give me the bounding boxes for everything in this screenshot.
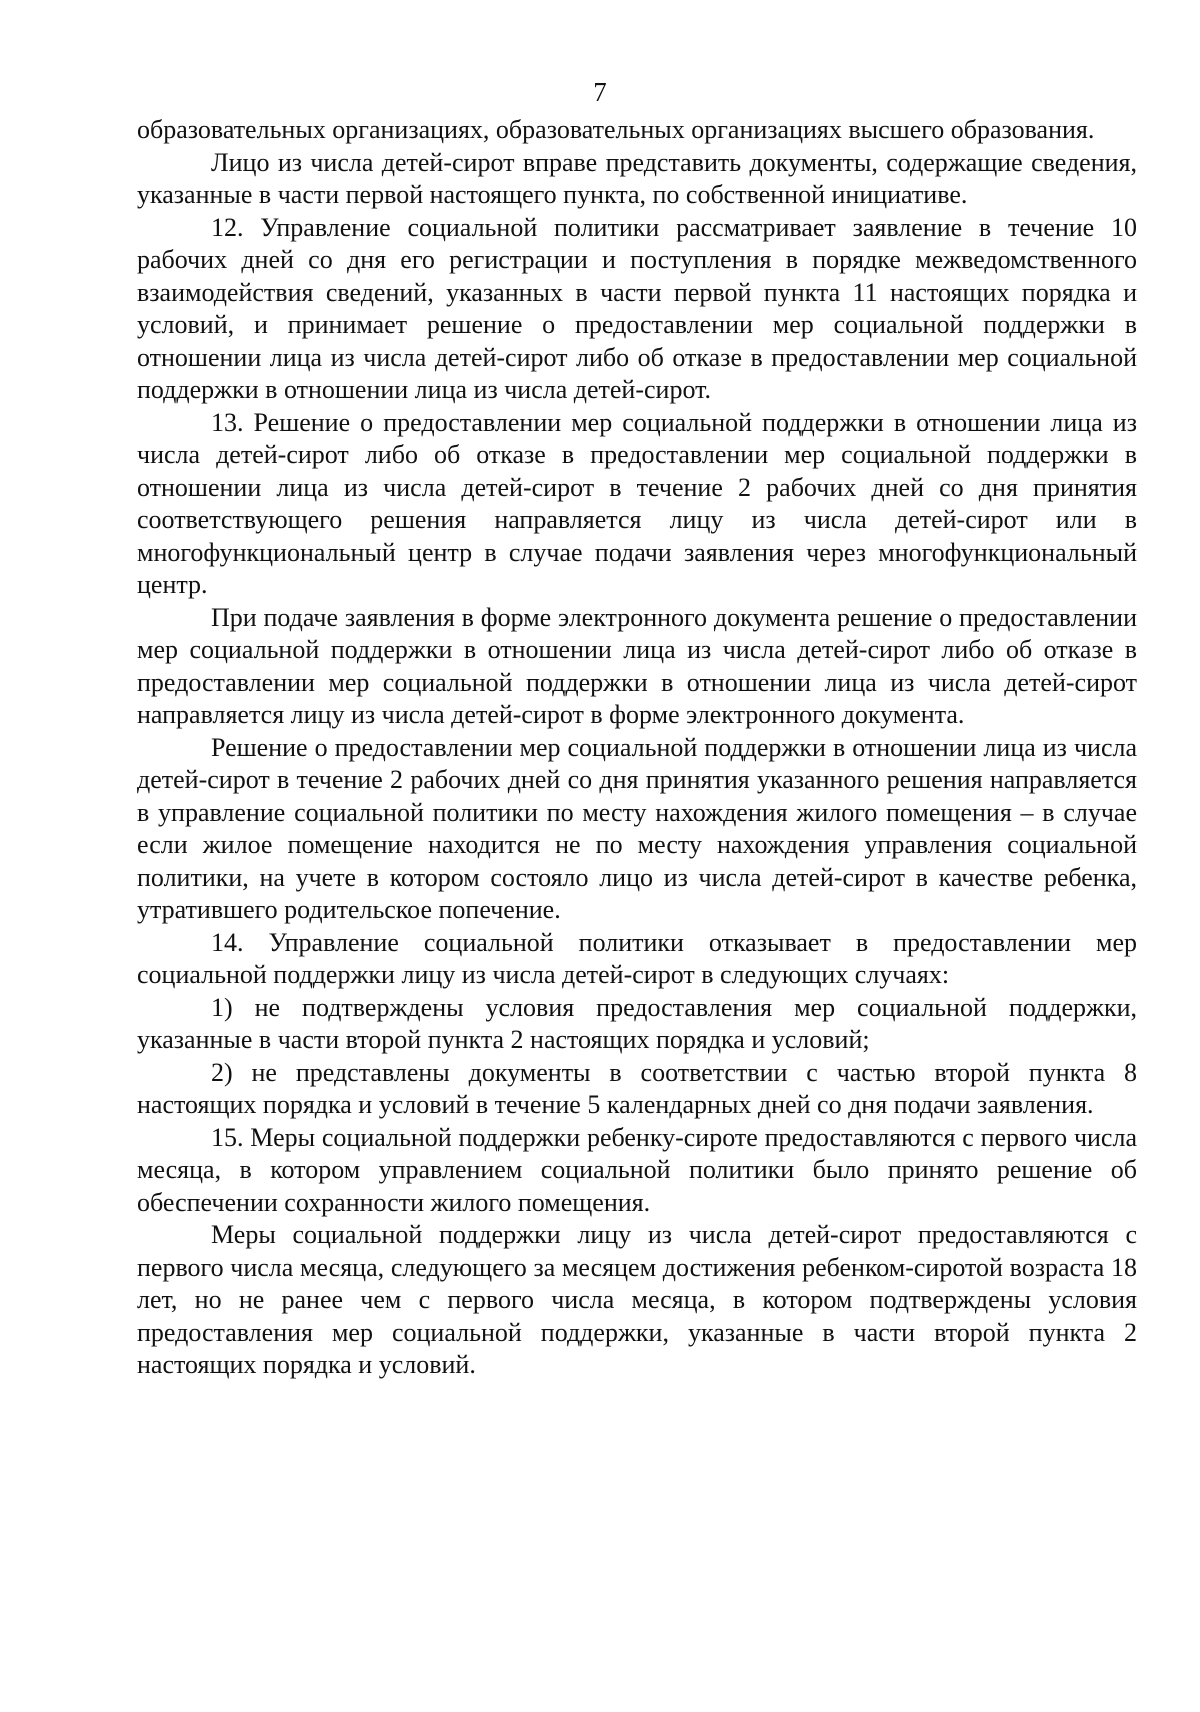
paragraph-refusal-reason-2: 2) не представлены документы в соответствии с частью второй пункта 8 настоящих порядка и условий в течение 5 календарных дней со дня подачи заявления.: [137, 1057, 1137, 1119]
page-number: 7: [593, 77, 607, 107]
paragraph-own-initiative: Лицо из числа детей-сирот вправе представить документы, содержащие сведения, указанные в части первой настоящего пункта, по собственной инициативе.: [137, 147, 1137, 209]
paragraph-item-13: 13. Решение о предоставлении мер социальной поддержки в отношении лица из числа детей-сирот либо об отказе в предоставлении мер социальной поддержки в отношении лица из числа детей-сирот в течение 2 рабочих дней со дня принятия соответствующего решения направляется лицу из числа детей-сирот или в многофункциональный центр в случае подачи заявления через многофункциональный центр.: [137, 407, 1137, 599]
document-body: [137, 114, 1137, 1382]
paragraph-refusal-reason-1: 1) не подтверждены условия предоставления мер социальной поддержки, указанные в части второй пункта 2 настоящих порядка и условий;: [137, 992, 1137, 1054]
paragraph-item-12: 12. Управление социальной политики рассматривает заявление в течение 10 рабочих дней со дня его регистрации и поступления в порядке межведомственного взаимодействия сведений, указанных в части первой пункта 11 настоящих порядка и условий, и принимает решение о предоставлении мер социальной поддержки в отношении лица из числа детей-сирот либо об отказе в предоставлении мер социальной поддержки в отношении лица из числа детей-сирот.: [137, 212, 1137, 404]
paragraph-age-18-support: Меры социальной поддержки лицу из числа детей-сирот предоставляются с первого числа месяца, следующего за месяцем достижения ребенком-сиротой возраста 18 лет, но не ранее чем с первого числа месяца, в котором подтверждены условия предоставления мер социальной поддержки, указанные в части второй пункта 2 настоящих порядка и условий.: [137, 1220, 1137, 1379]
paragraph-continuation: образовательных организациях, образовательных организациях высшего образования.: [137, 115, 1095, 144]
paragraph-item-15: 15. Меры социальной поддержки ребенку-сироте предоставляются с первого числа месяца, в котором управлением социальной политики было принято решение об обеспечении сохранности жилого помещения.: [137, 1122, 1137, 1217]
paragraph-decision-forwarding: Решение о предоставлении мер социальной поддержки в отношении лица из числа детей-сирот в течение 2 рабочих дней со дня принятия указанного решения направляется в управление социальной политики по месту нахождения жилого помещения – в случае если жилое помещение находится не по месту нахождения управления социальной политики, на учете в котором состояло лицо из числа детей-сирот в качестве ребенка, утратившего родительское попечение.: [137, 732, 1137, 924]
paragraph-electronic-document: При подаче заявления в форме электронного документа решение о предоставлении мер социальной поддержки в отношении лица из числа детей-сирот либо об отказе в предоставлении мер социальной поддержки в отношении лица из числа детей-сирот направляется лицу из числа детей-сирот в форме электронного документа.: [137, 602, 1137, 729]
paragraph-item-14: 14. Управление социальной политики отказывает в предоставлении мер социальной поддержки лицу из числа детей-сирот в следующих случаях:: [137, 927, 1137, 989]
